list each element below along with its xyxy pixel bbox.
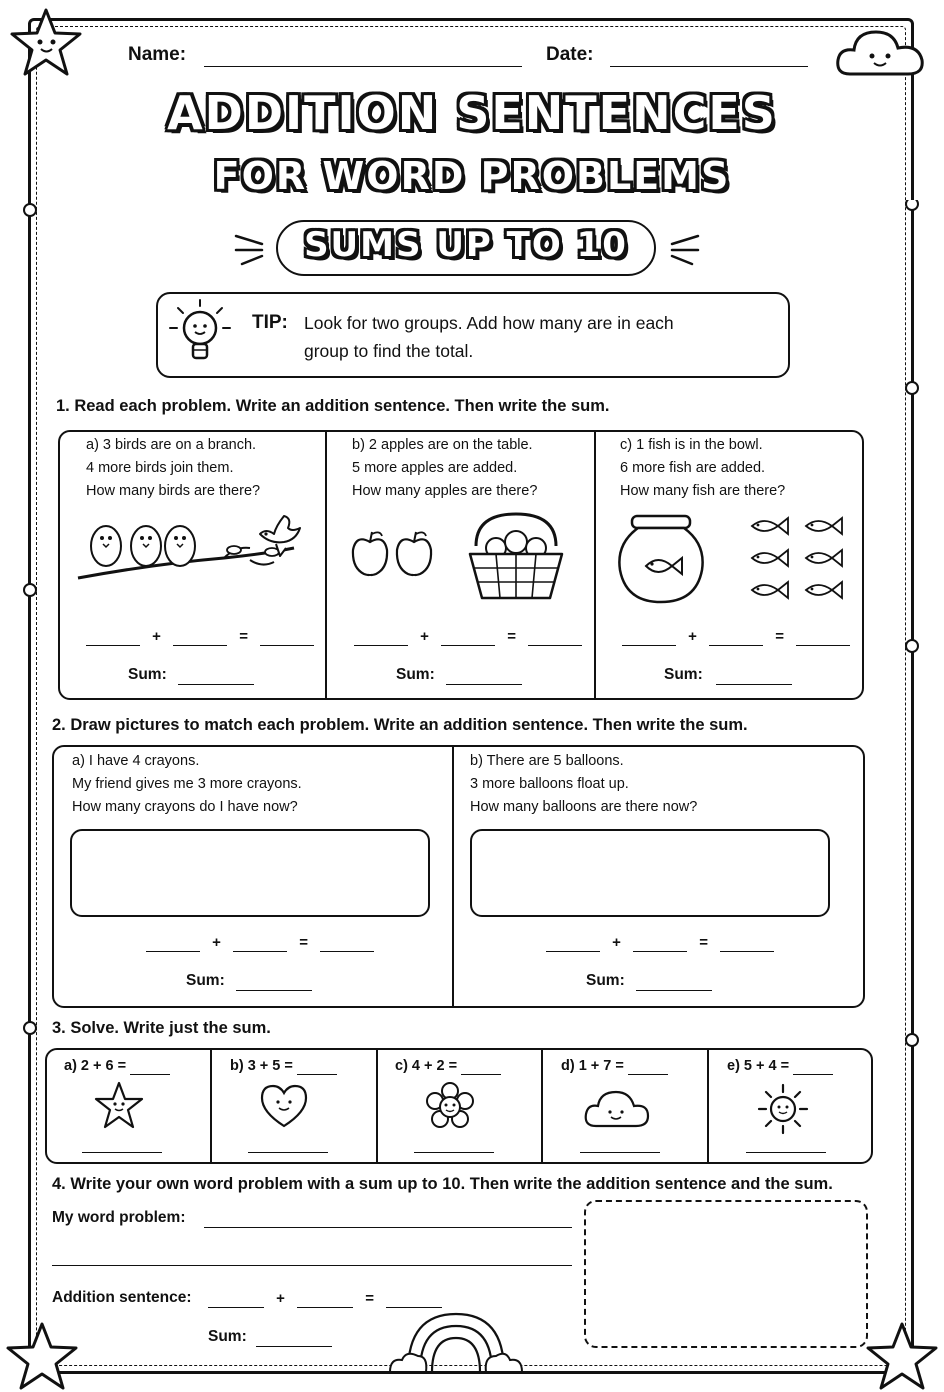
problem-text: b) 2 apples are on the table.	[352, 437, 533, 453]
equals-sign: =	[239, 628, 249, 645]
plus-sign: +	[212, 934, 221, 951]
drawing-area-dashed[interactable]	[584, 1200, 868, 1348]
solve-item-d	[561, 1058, 668, 1075]
cloud-icon	[582, 1086, 652, 1132]
problem-1b	[352, 434, 537, 503]
sum-label: Sum:	[208, 1328, 247, 1345]
plus-sign: +	[276, 1290, 285, 1307]
lightbulb-icon	[166, 298, 240, 374]
addend-blank[interactable]	[86, 628, 140, 646]
title-line-3: SUMS UP TO 10	[304, 225, 628, 265]
name-label: Name:	[128, 44, 187, 65]
answer-line[interactable]	[414, 1152, 494, 1153]
addend-blank[interactable]	[633, 934, 687, 952]
sum-field[interactable]	[716, 684, 792, 685]
star-icon	[92, 1080, 146, 1132]
star-corner-icon	[864, 1320, 940, 1392]
equals-sign: =	[775, 628, 785, 645]
star-corner-icon	[8, 6, 84, 78]
solve-expression: a) 2 + 6 =	[64, 1058, 127, 1074]
solve-item-e	[727, 1058, 833, 1075]
addend-blank[interactable]	[208, 1290, 264, 1308]
addend-blank[interactable]	[173, 628, 227, 646]
section-4-heading: 4. Write your own word problem with a sum up to 10. Then write the addition sentence and the sum.	[52, 1175, 833, 1193]
sum-blank[interactable]	[720, 934, 774, 952]
answer-blank[interactable]	[461, 1058, 501, 1075]
addend-blank[interactable]	[354, 628, 408, 646]
addend-blank[interactable]	[709, 628, 763, 646]
sum-label: Sum:	[128, 666, 167, 683]
equation-1b	[354, 628, 582, 646]
problem-2b	[470, 750, 697, 819]
solve-expression: d) 1 + 7 =	[561, 1058, 624, 1074]
sum-label: Sum:	[396, 666, 435, 683]
addend-blank[interactable]	[546, 934, 600, 952]
problem-text: How many fish are there?	[620, 483, 786, 499]
sum-blank[interactable]	[528, 628, 582, 646]
drawing-area[interactable]	[70, 829, 430, 917]
sparkle-lines-icon	[232, 226, 272, 272]
problem-text: a) 3 birds are on a branch.	[86, 437, 257, 453]
six-fish-icon	[748, 512, 848, 608]
problem-text: b) There are 5 balloons.	[470, 753, 624, 769]
sun-icon	[756, 1082, 810, 1136]
solve-expression: e) 5 + 4 =	[727, 1058, 790, 1074]
date-field[interactable]	[610, 66, 808, 67]
problem-2a	[72, 750, 302, 819]
apple-basket-icon	[466, 510, 566, 604]
answer-blank[interactable]	[297, 1058, 337, 1075]
answer-line[interactable]	[82, 1152, 162, 1153]
title-line-2: FOR WORD PROBLEMS	[213, 154, 731, 198]
rainbow-icon	[386, 1306, 526, 1376]
star-corner-icon	[4, 1320, 80, 1392]
date-label: Date:	[546, 44, 594, 65]
name-field[interactable]	[204, 66, 522, 67]
problem-text: 6 more fish are added.	[620, 460, 766, 476]
problem-text: a) I have 4 crayons.	[72, 753, 200, 769]
addend-blank[interactable]	[441, 628, 495, 646]
problem-text: 5 more apples are added.	[352, 460, 518, 476]
equals-sign: =	[699, 934, 709, 951]
problem-text: How many apples are there?	[352, 483, 538, 499]
sum-label: Sum:	[664, 666, 703, 683]
sum-field[interactable]	[178, 684, 254, 685]
tip-box	[156, 292, 790, 378]
problem-text: 3 more balloons float up.	[470, 776, 629, 792]
border-dots	[22, 200, 38, 1200]
drawing-area[interactable]	[470, 829, 830, 917]
sum-blank[interactable]	[320, 934, 374, 952]
sum-label: Sum:	[186, 972, 225, 989]
solve-item-b	[230, 1058, 337, 1075]
problem-1c	[620, 434, 785, 503]
equation-2a	[146, 934, 374, 952]
flower-icon	[424, 1082, 476, 1132]
equation-2b	[546, 934, 774, 952]
flying-bird-icon	[254, 514, 306, 560]
sum-field[interactable]	[236, 990, 312, 991]
addend-blank[interactable]	[146, 934, 200, 952]
sum-field[interactable]	[636, 990, 712, 991]
section-2-heading: 2. Draw pictures to match each problem. Write an addition sentence. Then write the sum.	[52, 716, 748, 734]
sum-field[interactable]	[446, 684, 522, 685]
problem-text: How many birds are there?	[86, 483, 261, 499]
solve-expression: b) 3 + 5 =	[230, 1058, 293, 1074]
tip-text-line-2: group to find the total.	[304, 341, 474, 361]
equals-sign: =	[365, 1290, 375, 1307]
plus-sign: +	[152, 628, 161, 645]
word-problem-label: My word problem:	[52, 1209, 186, 1226]
problem-text: How many balloons are there now?	[470, 799, 698, 815]
plus-sign: +	[688, 628, 697, 645]
addend-blank[interactable]	[622, 628, 676, 646]
addition-sentence-label: Addition sentence:	[52, 1289, 192, 1306]
addend-blank[interactable]	[297, 1290, 353, 1308]
answer-line[interactable]	[248, 1152, 328, 1153]
problem-text: How many crayons do I have now?	[72, 799, 298, 815]
answer-line[interactable]	[580, 1152, 660, 1153]
equation-1a	[86, 628, 314, 646]
addend-blank[interactable]	[233, 934, 287, 952]
problem-1a	[86, 434, 260, 503]
problem-text: c) 1 fish is in the bowl.	[620, 437, 763, 453]
equation-1c	[622, 628, 850, 646]
two-apples-icon	[348, 528, 440, 582]
answer-blank[interactable]	[130, 1058, 170, 1075]
plus-sign: +	[420, 628, 429, 645]
tip-label: TIP:	[252, 312, 288, 333]
border-dots	[904, 200, 920, 1200]
sum-blank[interactable]	[796, 628, 850, 646]
word-problem-line[interactable]	[52, 1265, 572, 1266]
word-problem-line[interactable]	[204, 1227, 572, 1228]
title-line-1: ADDITION SENTENCES	[167, 86, 777, 140]
sum-blank[interactable]	[260, 628, 314, 646]
section-1-heading: 1. Read each problem. Write an addition sentence. Then write the sum.	[56, 397, 610, 415]
solve-item-a	[64, 1058, 170, 1075]
problem-text: My friend gives me 3 more crayons.	[72, 776, 302, 792]
problem-text: 4 more birds join them.	[86, 460, 234, 476]
sum-field[interactable]	[256, 1346, 332, 1347]
solve-item-c	[395, 1058, 501, 1075]
answer-blank[interactable]	[793, 1058, 833, 1075]
plus-sign: +	[612, 934, 621, 951]
tip-text-line-1: Look for two groups. Add how many are in each	[304, 313, 674, 333]
section-3-heading: 3. Solve. Write just the sum.	[52, 1019, 271, 1037]
answer-line[interactable]	[746, 1152, 826, 1153]
solve-expression: c) 4 + 2 =	[395, 1058, 458, 1074]
sum-label: Sum:	[586, 972, 625, 989]
equals-sign: =	[507, 628, 517, 645]
fishbowl-icon	[614, 512, 708, 608]
cloud-corner-icon	[832, 20, 928, 84]
sparkle-lines-icon	[662, 226, 702, 272]
heart-icon	[258, 1082, 310, 1132]
answer-blank[interactable]	[628, 1058, 668, 1075]
equals-sign: =	[299, 934, 309, 951]
